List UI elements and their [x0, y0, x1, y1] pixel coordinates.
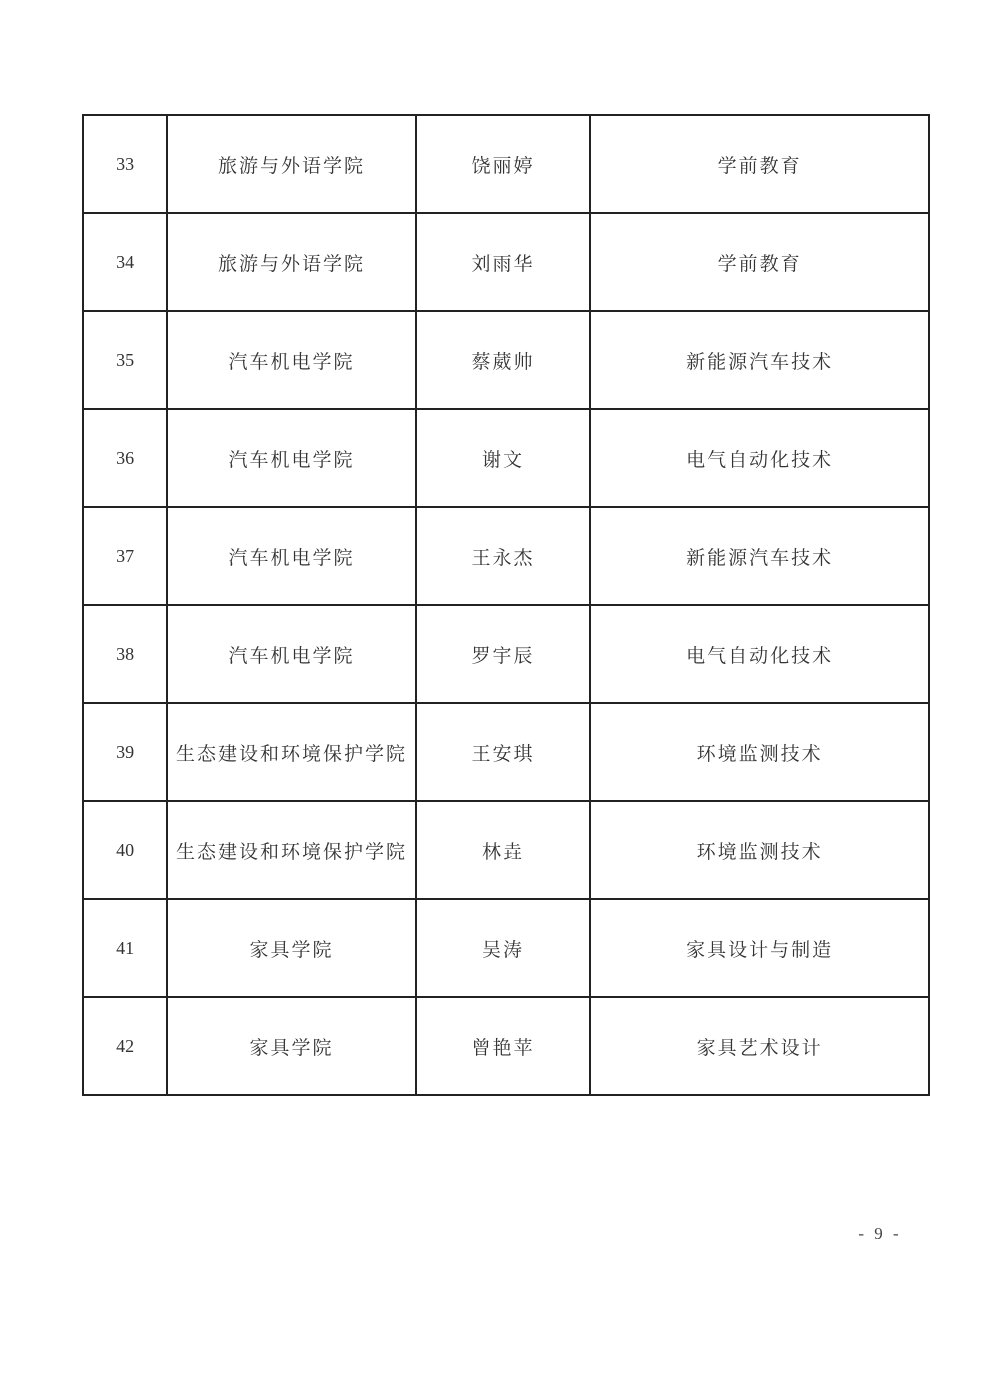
college-cell: 旅游与外语学院 — [167, 115, 416, 213]
major-cell: 新能源汽车技术 — [590, 311, 929, 409]
student-name-cell: 刘雨华 — [416, 213, 590, 311]
major-cell: 学前教育 — [590, 213, 929, 311]
college-cell: 汽车机电学院 — [167, 605, 416, 703]
serial-number-cell: 35 — [83, 311, 167, 409]
college-cell: 汽车机电学院 — [167, 507, 416, 605]
student-name-cell: 王永杰 — [416, 507, 590, 605]
college-cell: 家具学院 — [167, 899, 416, 997]
roster-table — [82, 114, 930, 1096]
student-name-cell: 林垚 — [416, 801, 590, 899]
serial-number-cell: 42 — [83, 997, 167, 1095]
table-row — [83, 899, 929, 997]
major-cell: 环境监测技术 — [590, 801, 929, 899]
serial-number-cell: 39 — [83, 703, 167, 801]
serial-number-cell: 34 — [83, 213, 167, 311]
table-row — [83, 997, 929, 1095]
serial-number-cell: 37 — [83, 507, 167, 605]
serial-number-cell: 33 — [83, 115, 167, 213]
college-cell: 汽车机电学院 — [167, 311, 416, 409]
student-name-cell: 曾艳苹 — [416, 997, 590, 1095]
table-row — [83, 605, 929, 703]
student-name-cell: 谢文 — [416, 409, 590, 507]
serial-number-cell: 38 — [83, 605, 167, 703]
student-name-cell: 蔡葳帅 — [416, 311, 590, 409]
major-cell: 电气自动化技术 — [590, 409, 929, 507]
serial-number-cell: 40 — [83, 801, 167, 899]
table-row — [83, 507, 929, 605]
college-cell: 生态建设和环境保护学院 — [167, 801, 416, 899]
major-cell: 家具设计与制造 — [590, 899, 929, 997]
major-cell: 电气自动化技术 — [590, 605, 929, 703]
page-number: - 9 - — [858, 1224, 902, 1243]
table-row — [83, 703, 929, 801]
student-name-cell: 吴涛 — [416, 899, 590, 997]
table-row — [83, 409, 929, 507]
table-row — [83, 801, 929, 899]
major-cell: 环境监测技术 — [590, 703, 929, 801]
major-cell: 新能源汽车技术 — [590, 507, 929, 605]
major-cell: 学前教育 — [590, 115, 929, 213]
college-cell: 家具学院 — [167, 997, 416, 1095]
student-name-cell: 饶丽婷 — [416, 115, 590, 213]
table-row — [83, 311, 929, 409]
serial-number-cell: 41 — [83, 899, 167, 997]
table-row — [83, 213, 929, 311]
table-row — [83, 115, 929, 213]
student-name-cell: 罗宇辰 — [416, 605, 590, 703]
major-cell: 家具艺术设计 — [590, 997, 929, 1095]
roster-table-body — [83, 115, 929, 1095]
college-cell: 旅游与外语学院 — [167, 213, 416, 311]
student-name-cell: 王安琪 — [416, 703, 590, 801]
college-cell: 生态建设和环境保护学院 — [167, 703, 416, 801]
serial-number-cell: 36 — [83, 409, 167, 507]
college-cell: 汽车机电学院 — [167, 409, 416, 507]
